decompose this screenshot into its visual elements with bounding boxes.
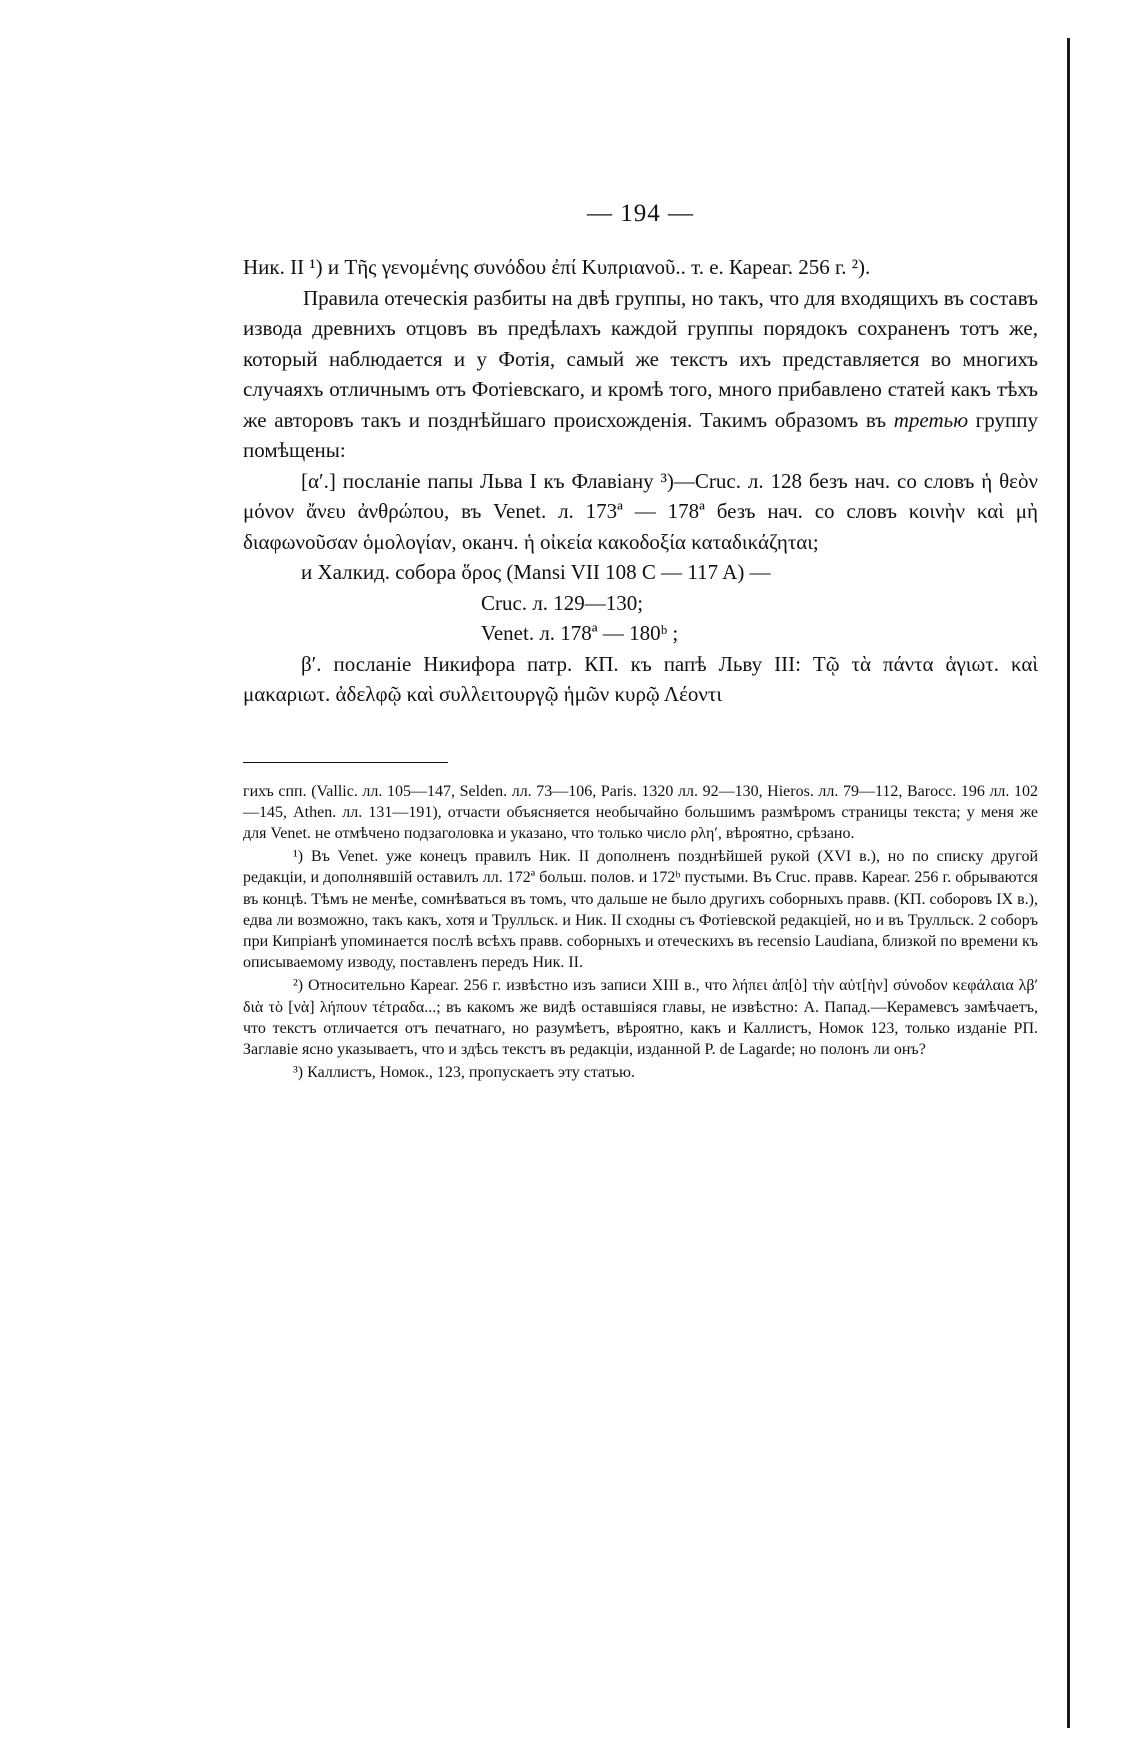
page-number: — 194 — [587,200,694,227]
item-alpha-venet: Venet. л. 178ª — 180ᵇ ; [481,621,679,645]
footnote-1: ¹) Въ Venet. уже конецъ правилъ Ник. II дополненъ позднѣйшей рукой (XVI в.), но по списку другой редакціи, и дополнявшій оставилъ лл. 172ª больш. полов. и 172ᵇ пустыми. Въ Cruc. правв. Кареаг. 256 г. обрываются въ концѣ. Тѣмъ не менѣе, сомнѣваться въ томъ, что дальше не было другихъ соборныхъ правв. (КП. соборовъ IX в.), едва ли возможно, такъ какъ, хотя и Трулльск. и Ник. II сходны съ Фотіевской редакціей, но и въ Трулльск. 2 соборъ при Кипріанѣ упоминается послѣ всѣхъ правв. соборныхъ и отеческихъ въ recensio Laudiana, близкой по времени къ описываемому изводу, поставленъ передъ Ник. II. [243,848,1038,972]
item-alpha-cruc: Cruc. л. 129—130; [481,590,644,615]
main-text [243,252,1038,710]
intro-line: Ник. II ¹) и Τῆς γενομένης συνόδου ἐπί Κυπριανοῦ.. т. е. Кареаг. 256 г. ²). [243,255,871,279]
item-alpha: [α′.] посланіе папы Льва I къ Флавіану ³)—Cruc. л. 128 безъ нач. со словъ ἡ θεὸν μόνον ἄνευ ἀνθρώπου, въ Venet. л. 173ª — 178ª безъ нач. со словъ κοινὴν καὶ μὴ διαφωνοῦσαν ὁμολογίαν, оканч. ἡ οἰκεία κακοδοξία καταδικάζηται; [243,468,1038,554]
rules-paragraph [243,283,1038,466]
page-body [243,200,1038,1085]
paragraph-start: Правила отеческія разбиты на двѣ группы, но такъ, что для входящихъ въ составъ извода древнихъ отцовъ въ предѣлахъ каждой группы порядокъ сохраненъ тотъ же, который наблюдается и у Фотія, самый же текстъ ихъ представляется во многихъ случаяхъ отличнымъ отъ Фотіевскаго, и кромѣ того, много прибавлено статей какъ тѣхъ же авторовъ такъ и позднѣйшаго происхожденія. Такимъ образомъ въ [243,285,1038,432]
footnote-2: ²) Относительно Кареаг. 256 г. извѣстно изъ записи XIII в., что λήπει ἀπ[ὸ] τὴν αὐτ[ὴν] σύνοδον κεφάλαια λβ′ διὰ τὸ [νὰ] λήπουν τέτραδα...; въ какомъ же видѣ оставшіяся главы, не извѣстно: А. Папад.—Керамевсъ замѣчаетъ, что текстъ отличается отъ печатнаго, но разумѣетъ, вѣроятно, какъ и Каллистъ, Номок 123, только изданіе РП. Заглавіе ясно указываетъ, что и здѣсь текстъ въ редакціи, изданной P. de Lagarde; но полонъ ли онъ? [243,977,1038,1058]
item-beta: β′. посланіе Никифора патр. КП. къ папѣ Льву III: Τῷ τὰ πάντα ἁγιωτ. καὶ μακαριωτ. ἀδελφῷ καὶ συλλειτουργῷ ἡμῶν κυρῷ Λέοντι [243,651,1038,706]
footnotes [243,781,1038,1084]
paragraph-italic-word: третью [893,407,969,432]
page-edge-line [1067,38,1070,1728]
item-alpha-chalcedon: и Халкид. собора ὅρος (Mansi VII 108 C — 117 A) — [301,560,771,584]
paragraph-end: группу помѣщены: [243,407,1038,462]
footnote-continuation: гихъ спп. (Vallic. лл. 105—147, Selden. лл. 73—106, Paris. 1320 лл. 92—130, Hieros. лл. 79—112, Barocc. 196 лл. 102—145, Athen. лл. 131—191), отчасти объясняется необычайно большимъ размѣромъ страницы текста; у меня же для Venet. не отмѣчено подзаголовка и указано, что только число ρλη′, вѣроятно, срѣзано. [243,782,1038,842]
footnote-3: ³) Каллистъ, Номок., 123, пропускаетъ эту статью. [293,1064,635,1082]
footnote-rule [243,762,448,763]
